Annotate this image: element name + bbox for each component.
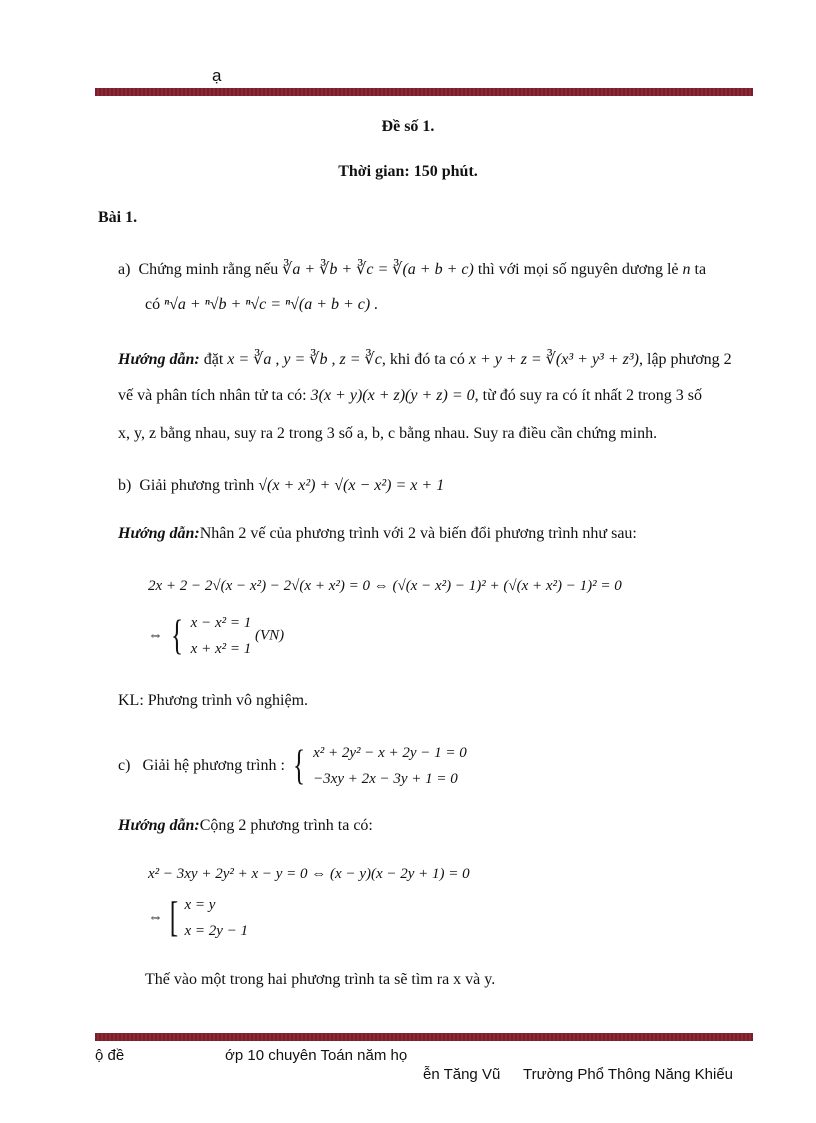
- part-b-conclusion: KL: Phương trình vô nghiệm.: [118, 692, 309, 709]
- part-c-eq-2: −3xy + 2x − 3y + 1 = 0: [313, 771, 458, 787]
- header-rule: [95, 88, 753, 96]
- page-subtitle: Thời gian: 150 phút.: [338, 163, 478, 180]
- hint-b-equiv-arrow: ⇔: [148, 627, 163, 644]
- hint-c-equation: x² − 3xy + 2y² + x − y = 0 ⇔ (x − y)(x − 2y + 1) = 0: [148, 866, 470, 882]
- hint-c-case-2: x = 2y − 1: [184, 923, 249, 939]
- hint-c-cases: [148, 892, 248, 944]
- hint-a-text-3: , lập phương 2: [639, 351, 732, 368]
- part-a-line-1: [118, 259, 706, 279]
- hint-b-label: Hướng dẫn:: [118, 525, 200, 542]
- page-title: Đề số 1.: [381, 118, 435, 135]
- footer-left-1: ộ đề: [95, 1047, 125, 1064]
- hint-b-text: Nhân 2 vế của phương trình với 2 và biến đổi phương trình như sau:: [199, 525, 637, 542]
- hint-b-equation: 2x + 2 − 2√(x − x²) − 2√(x + x²) = 0 ⇔ (√(x − x²) − 1)² + (√(x + x²) − 1)² = 0: [148, 578, 622, 594]
- part-a-text-3: ta: [694, 261, 707, 278]
- part-b-text: Giải phương trình: [139, 477, 255, 494]
- part-b-equation-math: √(x + x²) + √(x − x²) = x + 1: [258, 477, 445, 494]
- part-a-text: Chứng minh rằng nếu: [138, 261, 279, 278]
- part-a-claim-math: ⁿ√a + ⁿ√b + ⁿ√c = ⁿ√(a + b + c) .: [164, 296, 379, 313]
- hint-c-line: [118, 817, 373, 835]
- hint-c-label: Hướng dẫn:: [118, 817, 200, 834]
- hint-c-equiv-arrow: ⇔: [148, 909, 163, 926]
- hint-b-system-eq-2: x + x² = 1: [190, 641, 252, 657]
- hint-b-brace: {: [170, 613, 183, 659]
- hint-c-case-lines: [185, 892, 249, 944]
- hint-b-system-lines: [191, 610, 252, 662]
- part-c-system: [313, 740, 467, 792]
- hint-a-factor-math: 3(x + y)(x + z)(y + z) = 0: [310, 387, 475, 404]
- hint-c-final: Thế vào một trong hai phương trình ta sẽ tìm ra x và y.: [145, 971, 496, 988]
- part-c-text: Giải hệ phương trình :: [142, 757, 285, 774]
- footer-right-1: ễn Tăng Vũ: [423, 1066, 501, 1083]
- footer-right-2: Trường Phổ Thông Năng Khiếu: [523, 1066, 734, 1083]
- hint-a-identity-math: x + y + z = ∛(x³ + y³ + z³): [468, 351, 639, 368]
- hint-c-case-1: x = y: [184, 897, 216, 913]
- part-b-label: b): [118, 477, 132, 494]
- hint-a-label: Hướng dẫn:: [118, 351, 200, 368]
- hint-b-system: [148, 610, 284, 662]
- hint-a-text-1: đặt: [203, 351, 224, 368]
- part-a-var-n: n: [682, 261, 691, 278]
- hint-a-line-2: [118, 387, 702, 405]
- footer-left-2: ớp 10 chuyên Toán năm họ: [225, 1047, 408, 1064]
- hint-a-line-1: [118, 349, 732, 369]
- part-a-condition-math: ∛a + ∛b + ∛c = ∛(a + b + c): [282, 261, 474, 278]
- hint-a-text-4: vế và phân tích nhân tử ta có:: [118, 387, 307, 404]
- hint-b-line: [118, 525, 637, 543]
- part-b-line: [118, 477, 444, 495]
- part-a-text-4: có: [145, 296, 161, 313]
- hint-b-system-eq-1: x − x² = 1: [190, 615, 252, 631]
- part-c-label: c): [118, 757, 131, 774]
- hint-c-text: Cộng 2 phương trình ta có:: [199, 817, 373, 834]
- hint-c-bracket: [: [169, 895, 178, 941]
- part-a-label: a): [118, 261, 131, 278]
- part-c-brace: {: [292, 743, 306, 789]
- part-a-text-2: thì với mọi số nguyên dương lẻ: [477, 261, 679, 278]
- hint-a-text-5: , từ đó suy ra có ít nhất 2 trong 3 số: [474, 387, 702, 404]
- footer-rule: [95, 1033, 753, 1041]
- hint-b-no-solution-note: (VN): [254, 627, 285, 644]
- part-a-line-2: [145, 296, 378, 314]
- section-heading: Bài 1.: [98, 209, 138, 226]
- hint-a-line-3: x, y, z bằng nhau, suy ra 2 trong 3 số a, b, c bằng nhau. Suy ra điều cần chứng minh.: [118, 425, 658, 442]
- hint-a-substitution-math: x = ∛a , y = ∛b , z = ∛c: [227, 351, 382, 368]
- part-c-line: [118, 740, 467, 792]
- part-c-eq-1: x² + 2y² − x + 2y − 1 = 0: [313, 745, 467, 761]
- hint-a-text-2: , khi đó ta có: [381, 351, 465, 368]
- header-mark: ạ: [212, 66, 222, 85]
